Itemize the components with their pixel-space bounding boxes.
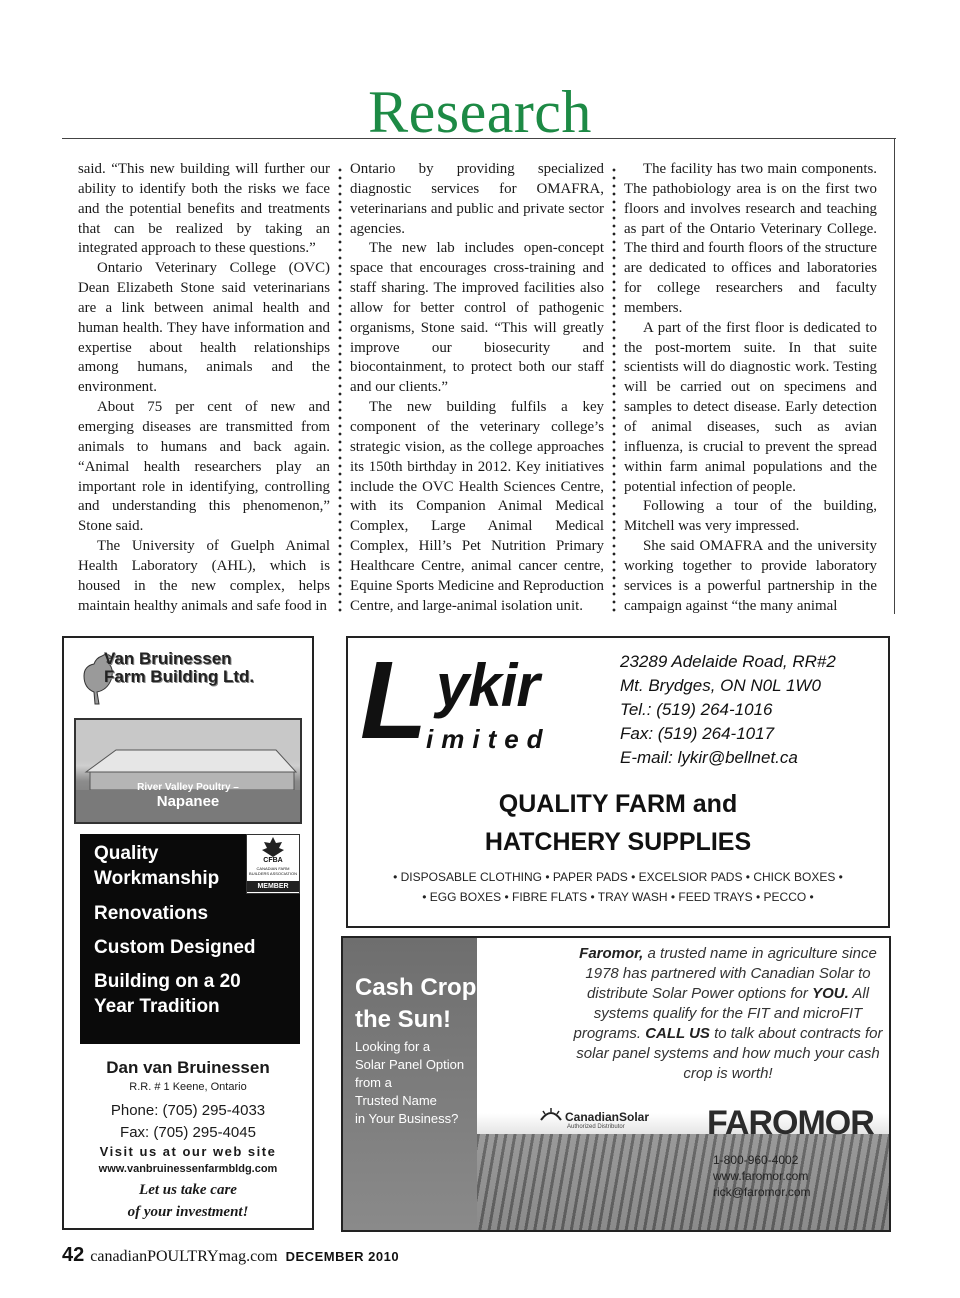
website-link[interactable]: www.vanbruinessenfarmbldg.com <box>98 1163 278 1175</box>
feature-text: Renovations <box>94 903 209 924</box>
feature-text: Building on a 20 <box>94 971 241 992</box>
column-divider <box>612 166 616 616</box>
faromor-website[interactable]: www.faromor.com <box>713 1169 809 1183</box>
tagline: of your investment! <box>127 1204 249 1220</box>
faromor-blurb-text: to talk about contracts for solar panel systems and how much your cash crop is worth! <box>576 1025 883 1082</box>
van-bruinessen-ad[interactable] <box>62 636 314 1230</box>
faromor-question: from a <box>355 1075 392 1090</box>
feature-text: Year Tradition <box>94 996 220 1017</box>
contact-address: R.R. # 1 Keene, Ontario <box>129 1081 247 1093</box>
van-logo-line: Farm Building Ltd. <box>104 667 255 686</box>
page-number: 42 <box>62 1244 85 1266</box>
article-column-2 <box>350 160 604 618</box>
maple-leaf-icon <box>261 837 285 857</box>
cfba-member-badge <box>246 834 300 894</box>
lykir-ad[interactable] <box>346 636 890 928</box>
faromor-headline: the Sun! <box>355 1006 451 1033</box>
canadiansolar-logo: CanadianSolar <box>565 1110 650 1124</box>
feature-text: Workmanship <box>94 868 220 889</box>
lykir-logo-L: L <box>360 639 428 762</box>
article-column-3 <box>624 160 877 618</box>
lykir-product-list: • EGG BOXES • FIBRE FLATS • TRAY WASH • FEED TRAYS • PECCO • <box>422 890 814 904</box>
lykir-headline: HATCHERY SUPPLIES <box>484 828 752 856</box>
contact-fax: Fax: (705) 295-4045 <box>120 1124 256 1141</box>
faromor-question: in Your Business? <box>355 1111 459 1126</box>
faromor-email[interactable]: rick@faromor.com <box>713 1185 811 1199</box>
faromor-blurb-you: YOU. <box>812 985 849 1002</box>
canadiansolar-sun-icon <box>539 1108 563 1122</box>
badge-cfba-text: CFBA <box>263 857 283 864</box>
tagline: Let us take care <box>139 1182 237 1198</box>
paragraph: The facility has two main components. The pathobiology area is on the first two floors and involves research and teaching as part of the Ontario Veterinary College. The third and fourth floors of the structure are dedicated to offices and laboratories for college researchers and faculty members. <box>624 161 877 316</box>
lykir-logo-text: ykir <box>436 652 539 719</box>
van-logo-line: Van Bruinessen <box>104 649 232 668</box>
photo-caption-line: River Valley Poultry – <box>137 782 239 793</box>
paragraph: Following a tour of the building, Mitchell was very impressed. <box>624 498 877 535</box>
paragraph: The University of Guelph Animal Health Laboratory (AHL), which is housed in the new complex, helps maintain healthy animals and safe food in <box>78 538 330 614</box>
barn-photo <box>74 718 302 824</box>
paragraph: Ontario by providing specialized diagnostic services for OMAFRA, veterinarians and public and private sector agencies. <box>350 161 604 237</box>
faromor-question: Looking for a <box>355 1039 431 1054</box>
lykir-fax: Fax: (519) 264-1017 <box>620 724 775 743</box>
faromor-blurb-text: All systems qualify for the FIT and microFIT programs. <box>573 985 870 1042</box>
faromor-blurb <box>563 944 891 1084</box>
paragraph: said. “This new building will further our ability to identify both the risks we face and the potential benefits and treatments that can be realized by taking an integrated approach to these questions.” <box>78 161 330 257</box>
column-divider <box>338 166 342 616</box>
feature-text: Custom Designed <box>94 937 256 958</box>
lykir-logo-limited: imited <box>426 724 551 754</box>
features-panel <box>80 834 300 1044</box>
article-column-1 <box>78 160 330 618</box>
paragraph: About 75 per cent of new and emerging diseases are transmitted from animals to humans and back again. “Animal health researchers play an important role in identifying, controlling and understanding this phenomenon,” Stone said. <box>78 399 330 535</box>
section-title: Research <box>368 79 592 145</box>
issue-date: DECEMBER 2010 <box>285 1249 400 1264</box>
paragraph: The new building fulfils a key component of the veterinary college’s strategic vision, as the college approaches its 150th birthday in 2012. Key initiatives include the OVC Health Sciences Centre, with its Companion Animal Medical Complex, Large Animal Medical Complex, Hill’s Pet Nutrition Primary Healthcare Centre, animal cancer centre, Equine Sports Medicine and Reproduction Centre, and large-animal isolation unit. <box>350 399 604 614</box>
page-footer <box>62 1244 399 1267</box>
faromor-question: Solar Panel Option <box>355 1057 465 1072</box>
lykir-email[interactable]: E-mail: lykir@bellnet.ca <box>620 748 798 767</box>
van-logo-text <box>104 650 304 686</box>
magazine-site: canadianPOULTRYmag.com <box>90 1248 278 1265</box>
faromor-blurb-call: CALL US <box>645 1025 710 1042</box>
solar-panel-field <box>477 1134 889 1230</box>
badge-assoc-text: CANADIAN FARM BUILDERS ASSOCIATION <box>249 866 297 876</box>
faromor-question: Trusted Name <box>355 1093 437 1108</box>
paragraph: The new lab includes open-concept space that encourages cross-training and staff sharing. The improved facilities also allow for better control of pathogenic organisms, Stone said. “This will greatly improve our biosecurity and biocontainment, to protect both our staff and our clients.” <box>350 240 604 396</box>
faromor-phone: 1-800-960-4002 <box>713 1153 799 1167</box>
paragraph: She said OMAFRA and the university working together to provide laboratory services is a powerful partnership in the campaign against “the many animal <box>624 538 877 614</box>
lykir-address: 23289 Adelaide Road, RR#2 <box>620 652 836 671</box>
contact-phone: Phone: (705) 295-4033 <box>110 1102 266 1119</box>
faromor-blurb-text: a trusted name in agriculture since 1978 has partnered with Canadian Solar to distribute Solar Power options for <box>585 945 877 1002</box>
header-rule <box>62 138 896 139</box>
paragraph: A part of the first floor is dedicated to the post-mortem suite. In that suite scientists will do diagnostic work. Testing will be carried out on specimens and samples to detect disease. Early detection of animal diseases, such as avian influenza, is crucial to prevent the spread within farm animal populations and the potential infection of people. <box>624 319 877 495</box>
faromor-ad[interactable] <box>341 936 891 1232</box>
faromor-logo: FAROMOR <box>707 1104 874 1142</box>
visit-text: Visit us at our web site <box>99 1144 277 1159</box>
canadiansolar-subtitle: Authorized Distributor <box>567 1124 625 1130</box>
faromor-blurb-brand: Faromor, <box>579 945 644 962</box>
badge-member-text: MEMBER <box>247 881 299 892</box>
photo-caption-line: Napanee <box>156 793 220 810</box>
article-frame-right <box>894 138 895 614</box>
photo-caption <box>76 782 300 810</box>
feature-text: Quality <box>94 843 159 864</box>
lykir-product-list: • DISPOSABLE CLOTHING • PAPER PADS • EXCELSIOR PADS • CHICK BOXES • <box>393 870 843 884</box>
lykir-address: Mt. Brydges, ON N0L 1W0 <box>620 676 821 695</box>
contact-name: Dan van Bruinessen <box>106 1058 270 1077</box>
lykir-headline: QUALITY FARM and <box>498 790 738 818</box>
paragraph: Ontario Veterinary College (OVC) Dean Elizabeth Stone said veterinarians are a link between animal health and human health. They have information and expertise about health relationships among humans, animals and the environment. <box>78 260 330 396</box>
lykir-tel: Tel.: (519) 264-1016 <box>620 700 773 719</box>
faromor-headline: Cash Crop <box>355 974 477 1001</box>
